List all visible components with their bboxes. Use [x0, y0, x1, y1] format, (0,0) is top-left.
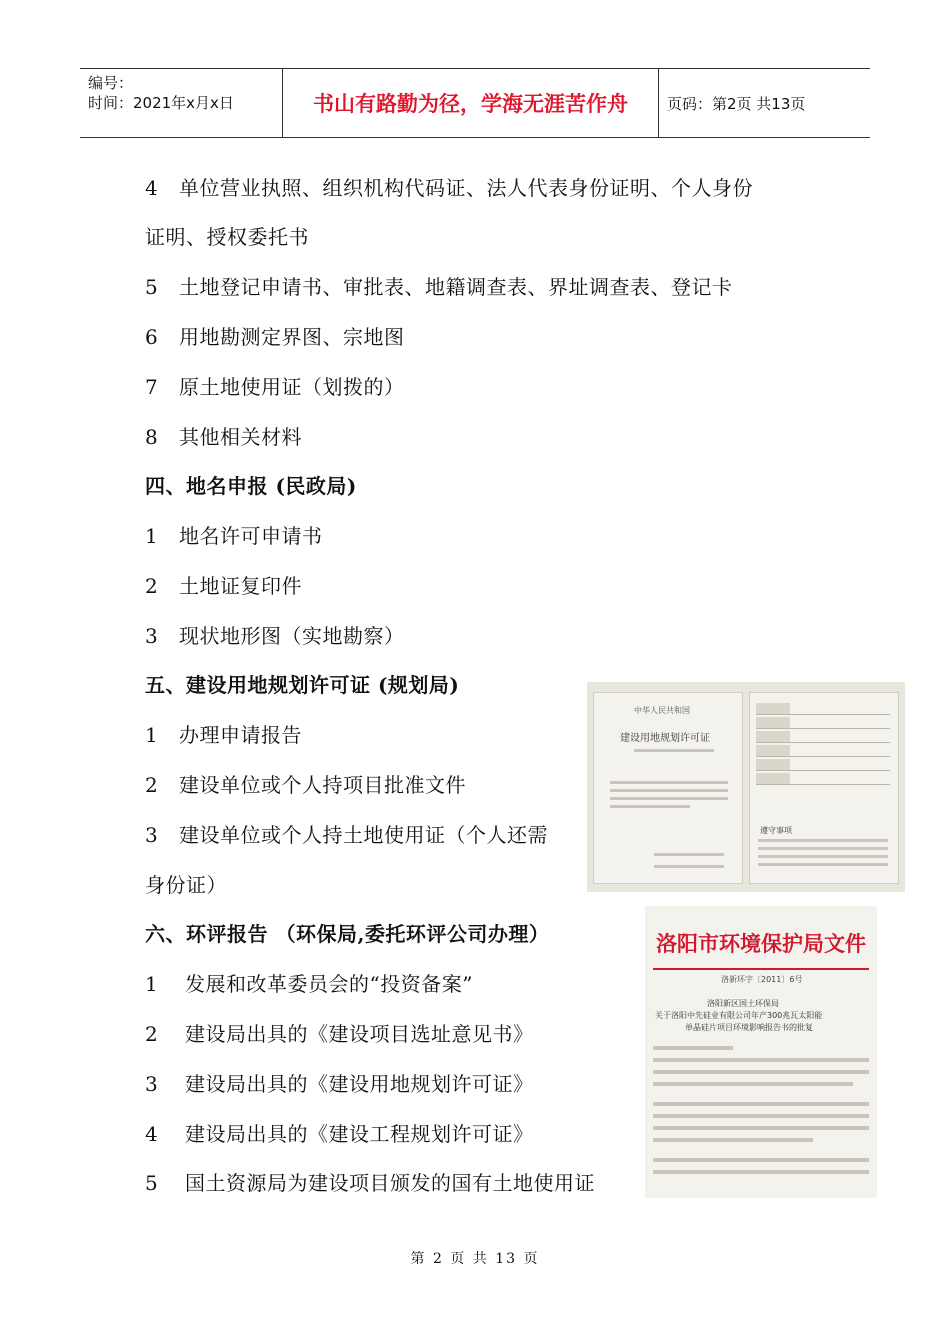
list-item: 3 建设局出具的《建设用地规划许可证》 — [145, 1072, 534, 1096]
list-item: 8 其他相关材料 — [145, 425, 302, 449]
epa-doc-title: 洛阳市环境保护局文件 — [656, 931, 866, 956]
section-heading-4: 四、地名申报 (民政局) — [145, 474, 357, 498]
list-item: 2 土地证复印件 — [145, 574, 302, 598]
list-item: 2 建设局出具的《建设项目选址意见书》 — [145, 1022, 534, 1046]
list-item: 6 用地勘测定界图、宗地图 — [145, 325, 405, 349]
epa-subject-1: 洛阳新区国土环保局 — [707, 999, 779, 1008]
time-label: 时间：2021年x月x日 — [88, 94, 234, 112]
list-item: 4 建设局出具的《建设工程规划许可证》 — [145, 1122, 534, 1146]
list-item: 1 发展和改革委员会的“投资备案” — [145, 972, 473, 996]
list-item: 3 现状地形图（实地勘察） — [145, 624, 405, 648]
list-item: 1 办理申请报告 — [145, 723, 302, 747]
permit-country: 中华人民共和国 — [634, 706, 690, 715]
list-item-continuation: 证明、授权委托书 — [145, 225, 309, 249]
header-meta — [80, 69, 282, 137]
list-item: 3 建设单位或个人持土地使用证（个人还需 — [145, 823, 548, 847]
section-heading-6: 六、环评报告 （环保局,委托环评公司办理） — [145, 922, 550, 946]
list-item: 1 地名许可申请书 — [145, 524, 323, 548]
list-item: 2 建设单位或个人持项目批准文件 — [145, 773, 466, 797]
list-item: 5 国土资源局为建设项目颁发的国有土地使用证 — [145, 1171, 595, 1195]
list-item: 4 单位营业执照、组织机构代码证、法人代表身份证明、个人身份 — [145, 176, 753, 200]
epa-subject-2: 关于洛阳中先硅业有限公司年产300兆瓦太阳能 — [655, 1011, 823, 1020]
permit-left-page — [593, 692, 743, 884]
header-page-info: 页码：第2页 共13页 — [658, 69, 870, 137]
epa-document-photo — [645, 906, 877, 1198]
epa-doc-number: 洛新环字〔2011〕6号 — [721, 975, 803, 984]
permit-right-page — [749, 692, 899, 884]
epa-subject-3: 单晶硅片项目环境影响报告书的批复 — [685, 1023, 813, 1032]
permit-photo — [587, 682, 905, 892]
header-motto: 书山有路勤为径，学海无涯苦作舟 — [282, 69, 658, 137]
number-label: 编号： — [88, 74, 134, 92]
permit-title: 建设用地规划许可证 — [620, 733, 710, 744]
list-item: 5 土地登记申请书、审批表、地籍调查表、界址调查表、登记卡 — [145, 275, 733, 299]
page-header — [80, 68, 870, 138]
section-heading-5: 五、建设用地规划许可证 (规划局) — [145, 673, 460, 697]
permit-notice-heading: 遵守事项 — [760, 826, 792, 835]
list-item-continuation: 身份证） — [145, 873, 227, 897]
page-footer: 第 2 页 共 13 页 — [410, 1251, 540, 1267]
list-item: 7 原土地使用证（划拨的） — [145, 375, 405, 399]
